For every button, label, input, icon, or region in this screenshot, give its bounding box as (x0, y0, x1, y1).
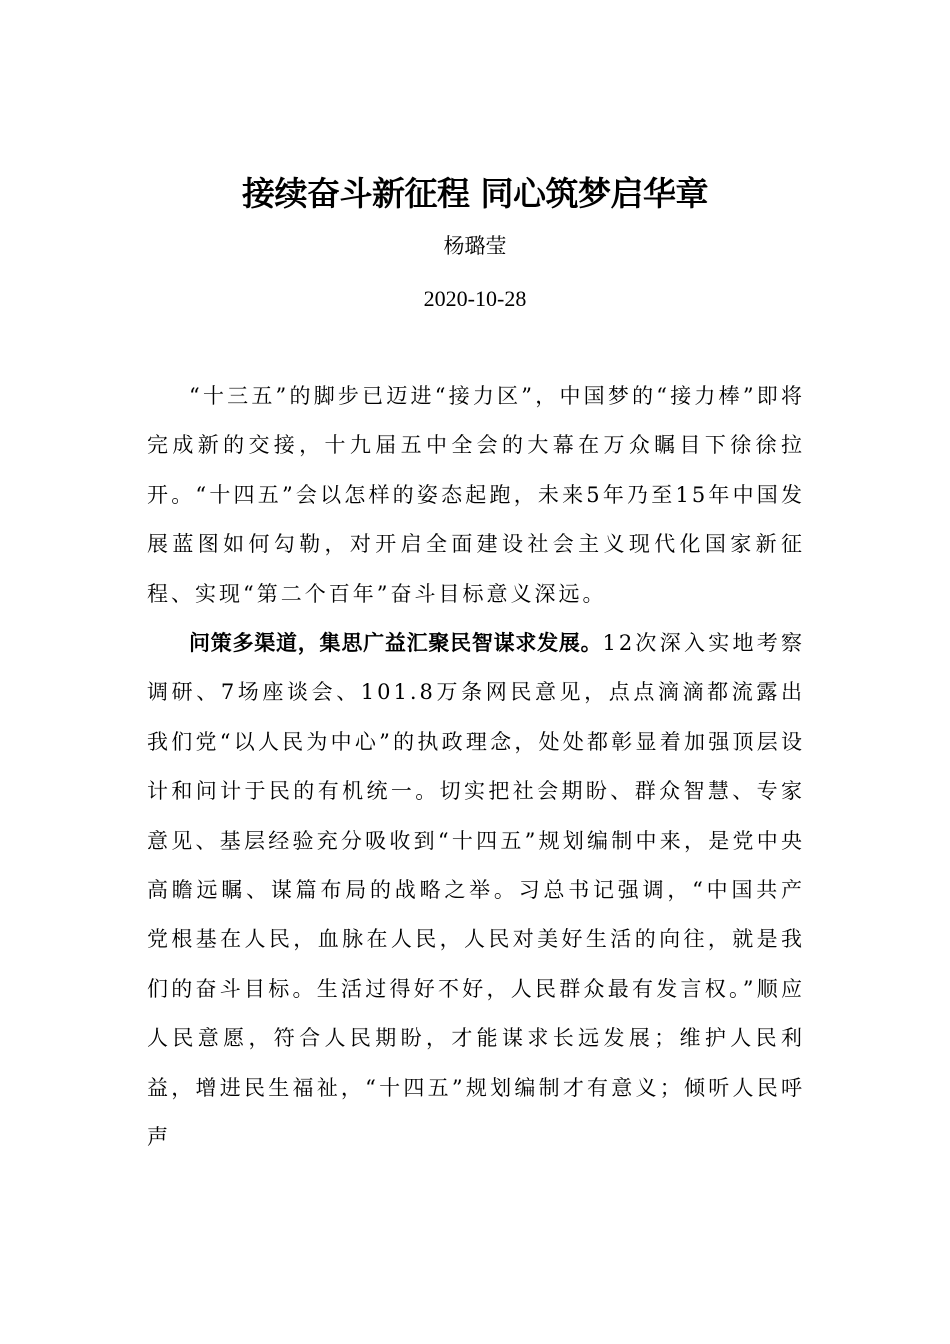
article-body (147, 372, 805, 1163)
paragraph-consultation (147, 619, 805, 1162)
document-title: 接续奋斗新征程 同心筑梦启华章 (242, 174, 708, 213)
paragraph-intro (147, 372, 805, 619)
paragraph-lead-heading: 问策多渠道，集思广益汇聚民智谋求发展。 (189, 631, 603, 656)
paragraph-text: “十三五”的脚步已迈进“接力区”，中国梦的“接力棒”即将完成新的交接，十九届五中全会的大幕在万众瞩目下徐徐拉开。“十四五”会以怎样的姿态起跑，未来5年乃至15年中国发展蓝图如何勾勒，对开启全面建设社会主义现代化国家新征程、实现“第二个百年”奋斗目标意义深远。 (147, 384, 805, 606)
publish-date: 2020-10-28 (423, 286, 527, 311)
paragraph-text: 12次深入实地考察调研、7场座谈会、101.8万条网民意见，点点滴滴都流露出我们党“以人民为中心”的执政理念，处处都彰显着加强顶层设计和问计于民的有机统一。切实把社会期盼、群众智慧、专家意见、基层经验充分吸收到“十四五”规划编制中来，是党中央高瞻远瞩、谋篇布局的战略之举。习总书记强调，“中国共产党根基在人民，血脉在人民，人民对美好生活的向往，就是我们的奋斗目标。生活过得好不好，人民群众最有发言权。”顺应人民意愿，符合人民期盼，才能谋求长远发展；维护人民利益，增进民生福祉，“十四五”规划编制才有意义；倾听人民呼声 (147, 631, 805, 1150)
author-name: 杨璐莹 (443, 234, 507, 258)
